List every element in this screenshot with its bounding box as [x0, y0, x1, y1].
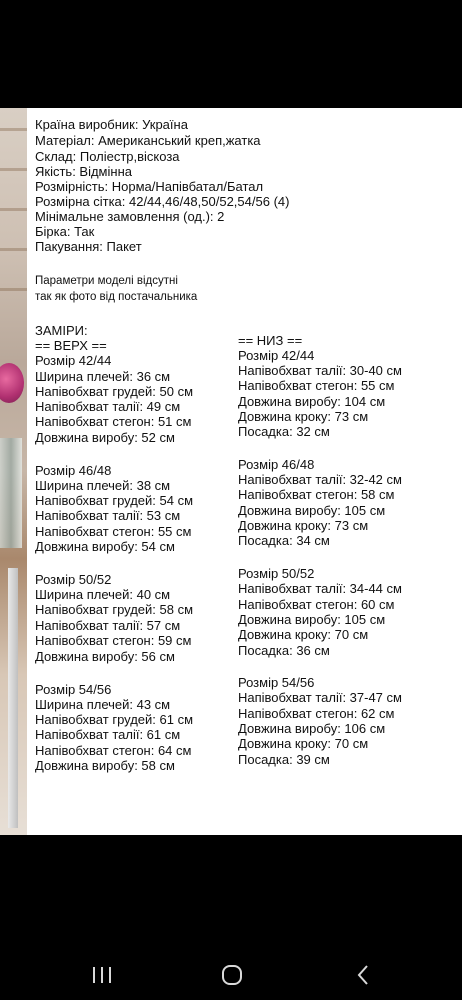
top-size-42-44: Розмір 42/44 [35, 353, 112, 368]
bottom-54-line: Напівобхват талії: 37-47 см [238, 690, 402, 705]
bottom-46-line: Довжина виробу: 105 см [238, 503, 386, 518]
top-46-line: Ширина плечей: 38 см [35, 478, 171, 493]
top-header: == ВЕРХ == [35, 338, 107, 353]
bottom-54-line: Напівобхват стегон: 62 см [238, 706, 395, 721]
top-50-line: Ширина плечей: 40 см [35, 587, 171, 602]
top-42-line: Ширина плечей: 36 см [35, 369, 171, 384]
bottom-42-line: Напівобхват стегон: 55 см [238, 378, 395, 393]
bottom-size-54-56: Розмір 54/56 [238, 675, 315, 690]
top-42-line: Напівобхват стегон: 51 см [35, 414, 192, 429]
top-size-46-48: Розмір 46/48 [35, 463, 112, 478]
bottom-54-line: Довжина виробу: 106 см [238, 721, 386, 736]
bottom-size-42-44: Розмір 42/44 [238, 348, 315, 363]
background-photo [0, 108, 27, 835]
bottom-size-50-52: Розмір 50/52 [238, 566, 315, 581]
top-42-line: Напівобхват талії: 49 см [35, 399, 181, 414]
bottom-50-line: Довжина виробу: 105 см [238, 612, 386, 627]
top-54-line: Напівобхват стегон: 64 см [35, 743, 192, 758]
note-line-1: Параметри моделі відсутні [35, 275, 178, 287]
top-54-line: Напівобхват грудей: 61 см [35, 712, 194, 727]
text-card [27, 108, 462, 835]
top-46-line: Довжина виробу: 54 см [35, 539, 175, 554]
top-54-line: Довжина виробу: 58 см [35, 758, 175, 773]
note-line-2: так як фото від постачальника [35, 291, 198, 303]
bottom-54-line: Посадка: 39 см [238, 752, 330, 767]
bottom-size-46-48: Розмір 46/48 [238, 457, 315, 472]
info-composition: Склад: Поліестр,віскоза [35, 149, 180, 164]
bottom-46-line: Напівобхват талії: 32-42 см [238, 472, 402, 487]
top-46-line: Напівобхват талії: 53 см [35, 508, 181, 523]
top-54-line: Напівобхват талії: 61 см [35, 727, 181, 742]
mirror-frame [8, 568, 18, 828]
back-button[interactable] [343, 960, 383, 990]
bottom-46-line: Напівобхват стегон: 58 см [238, 487, 395, 502]
back-icon [355, 964, 371, 986]
top-50-line: Напівобхват стегон: 59 см [35, 633, 192, 648]
info-quality: Якість: Відмінна [35, 164, 132, 179]
bottom-54-line: Довжина кроку: 70 см [238, 736, 369, 751]
top-50-line: Довжина виробу: 56 см [35, 649, 175, 664]
flower-bouquet [0, 363, 24, 403]
top-size-50-52: Розмір 50/52 [35, 572, 112, 587]
info-country: Країна виробник: Україна [35, 117, 188, 132]
top-size-54-56: Розмір 54/56 [35, 682, 112, 697]
bottom-header: == НИЗ == [238, 333, 303, 348]
bottom-42-line: Напівобхват талії: 30-40 см [238, 363, 402, 378]
top-42-line: Напівобхват грудей: 50 см [35, 384, 194, 399]
bottom-42-line: Посадка: 32 см [238, 424, 330, 439]
bottom-50-line: Напівобхват талії: 34-44 см [238, 581, 402, 596]
bottom-50-line: Посадка: 36 см [238, 643, 330, 658]
top-46-line: Напівобхват стегон: 55 см [35, 524, 192, 539]
bottom-42-line: Довжина виробу: 104 см [238, 394, 386, 409]
top-46-line: Напівобхват грудей: 54 см [35, 493, 194, 508]
recent-apps-icon [91, 966, 113, 984]
info-material: Матеріал: Американський креп,жатка [35, 133, 261, 148]
info-tag: Бірка: Так [35, 224, 95, 239]
recent-apps-button[interactable] [82, 960, 122, 990]
home-button[interactable] [212, 960, 252, 990]
top-42-line: Довжина виробу: 52 см [35, 430, 175, 445]
measurements-title: ЗАМІРИ: [35, 323, 88, 338]
info-packaging: Пакування: Пакет [35, 239, 142, 254]
top-50-line: Напівобхват талії: 57 см [35, 618, 181, 633]
info-sizing: Розмірність: Норма/Напівбатал/Батал [35, 179, 264, 194]
bottom-50-line: Довжина кроку: 70 см [238, 627, 369, 642]
top-black-area [0, 0, 462, 108]
info-min-order: Мінімальне замовлення (од.): 2 [35, 209, 225, 224]
bottom-46-line: Посадка: 34 см [238, 533, 330, 548]
bottom-50-line: Напівобхват стегон: 60 см [238, 597, 395, 612]
bottom-46-line: Довжина кроку: 73 см [238, 518, 369, 533]
info-size-grid: Розмірна сітка: 42/44,46/48,50/52,54/56 (4) [35, 194, 290, 209]
home-icon [221, 964, 243, 986]
glass-vase [0, 438, 22, 548]
top-54-line: Ширина плечей: 43 см [35, 697, 171, 712]
top-50-line: Напівобхват грудей: 58 см [35, 602, 194, 617]
bottom-42-line: Довжина кроку: 73 см [238, 409, 369, 424]
